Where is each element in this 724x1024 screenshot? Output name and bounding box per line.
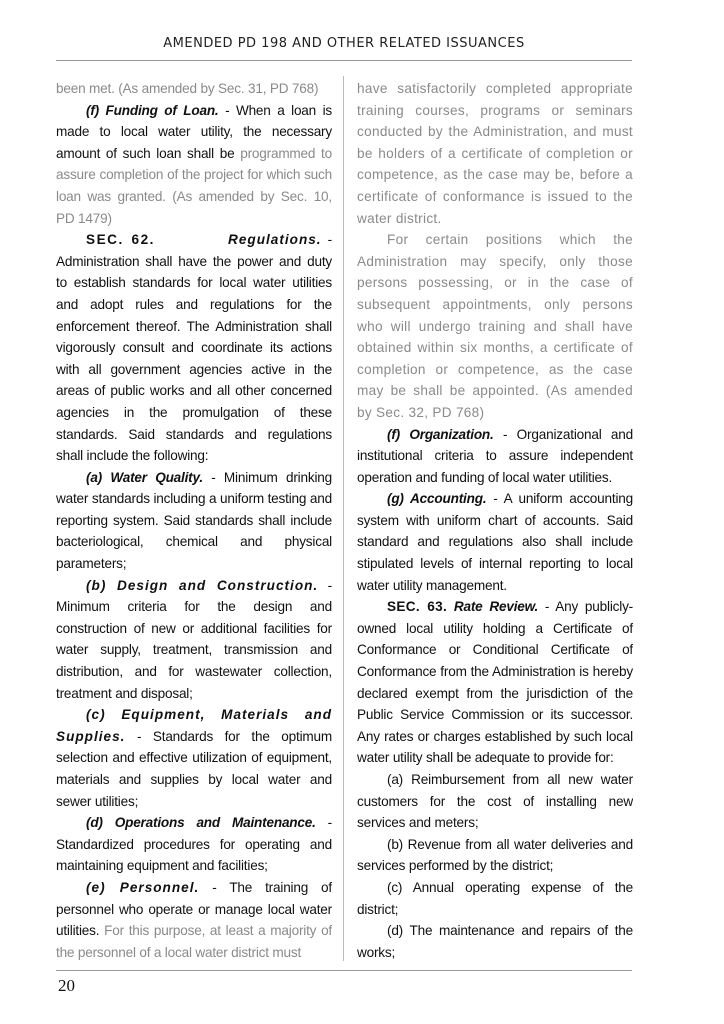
paragraph-text: - Any publicly-owned local utility holding a Certificate of Conformance or Conditional Certificate of Conformance from the Administration is hereby declared exempt from the jurisdiction of the Public Service Commission or its successor. Any rates or charges established by such local water utility shall be adequate to provide for:	[357, 599, 633, 766]
paragraph-text: - A uniform accounting system with uniform chart of accounts. Said standard and regulations also shall include stipulated levels of internal reporting to local water utility management.	[357, 491, 633, 593]
list-item-b: (b) Revenue from all water deliveries and services performed by the district;	[357, 836, 633, 874]
paragraph-funding-of-loan	[56, 100, 332, 230]
paragraph-continuation: been met. (As amended by Sec. 31, PD 768)	[56, 81, 319, 96]
item-label: (c) Equipment, Materials and Supplies.	[56, 707, 332, 744]
paragraph-text: - Standards for the optimum selection and effective utilization of equipment, materials and supplies by local water and sewer utilities;	[56, 728, 332, 809]
paragraph-text: - Standardized procedures for operating and maintaining equipment and facilities;	[56, 815, 332, 874]
section-title: Regulations.	[228, 232, 322, 248]
item-label: (b) Design and Construction.	[86, 577, 319, 593]
item-design-construction	[56, 575, 332, 705]
item-label: (g) Accounting.	[387, 491, 487, 507]
item-accounting	[357, 488, 633, 596]
item-water-quality	[56, 467, 332, 575]
item-organization	[357, 424, 633, 489]
item-label: (d) Operations and Maintenance.	[86, 815, 316, 831]
section-number: SEC. 63.	[387, 599, 448, 615]
paragraph-text: - When a loan is made to local water utility, the necessary amount of such loan shall be	[56, 102, 332, 161]
page-number: 20	[58, 976, 75, 995]
item-label: (f) Funding of Loan.	[86, 102, 219, 118]
left-column	[56, 78, 332, 966]
paragraph-continuation: have satisfactorily completed appropriate training courses, programs or seminars conducted by the Administration, and must be holders of a certificate of completion or competence, as the case may be, before a certificate of conformance is issued to the water district.	[357, 81, 633, 226]
amended-text: For this purpose, at least a majority of the personnel of a local water district must	[56, 923, 332, 960]
paragraph-text: - Minimum drinking water standards including a uniform testing and reporting system. Said standards shall include bacteriological, chemical and physical parameters;	[56, 469, 332, 572]
running-header: AMENDED PD 198 AND OTHER RELATED ISSUANCES	[163, 36, 525, 51]
list-item-c: (c) Annual operating expense of the district;	[357, 879, 633, 917]
section-title: Rate Review.	[453, 599, 539, 615]
item-equipment-materials	[56, 704, 332, 812]
paragraph-text: - Organizational and institutional criteria to assure independent operation and funding of local water utilities.	[357, 426, 633, 485]
section-62	[56, 229, 332, 467]
section-number: SEC. 62.	[86, 232, 155, 248]
footer-rule	[56, 970, 632, 971]
item-label: (a) Water Quality.	[86, 469, 203, 485]
item-personnel	[56, 877, 332, 963]
paragraph-text: - Minimum criteria for the design and construction of new or additional facilities for water supply, treatment, transmission and distribution, and for wastewater collection, treatment and disposal;	[56, 577, 332, 701]
right-column	[357, 78, 633, 966]
amended-text: programmed to assure completion of the project for which such loan was granted. (As amended by Sec. 10, PD 1479)	[56, 145, 332, 226]
paragraph-certain-positions: For certain positions which the Administration may specify, only those persons possessing, or in the case of subsequent appointments, only persons who will undergo training and shall have obtained within six months, a certificate of completion or competence, as the case may be shall be appointed. (As amended by Sec. 32, PD 768)	[357, 232, 633, 420]
section-63	[357, 596, 633, 769]
paragraph-text: - Administration shall have the power and duty to establish standards for local water utilities and adopt rules and regulations for the enforcement thereof. The Administration shall vigorously consult and coordinate its actions with all government agencies active in the areas of public works and all other concerned agencies in the promulgation of these standards. Said standards and regulations shall include the following:	[56, 232, 332, 464]
item-operations-maintenance	[56, 812, 332, 877]
list-item-a: (a) Reimbursement from all new water customers for the cost of installing new services and meters;	[357, 772, 633, 831]
column-divider	[343, 76, 344, 961]
paragraph-text: - The training of personnel who operate or manage local water utilities.	[56, 879, 332, 939]
item-label: (e) Personnel.	[86, 879, 200, 895]
header-rule	[56, 60, 632, 61]
item-label: (f) Organization.	[387, 426, 494, 442]
list-item-d: (d) The maintenance and repairs of the works;	[357, 923, 633, 960]
